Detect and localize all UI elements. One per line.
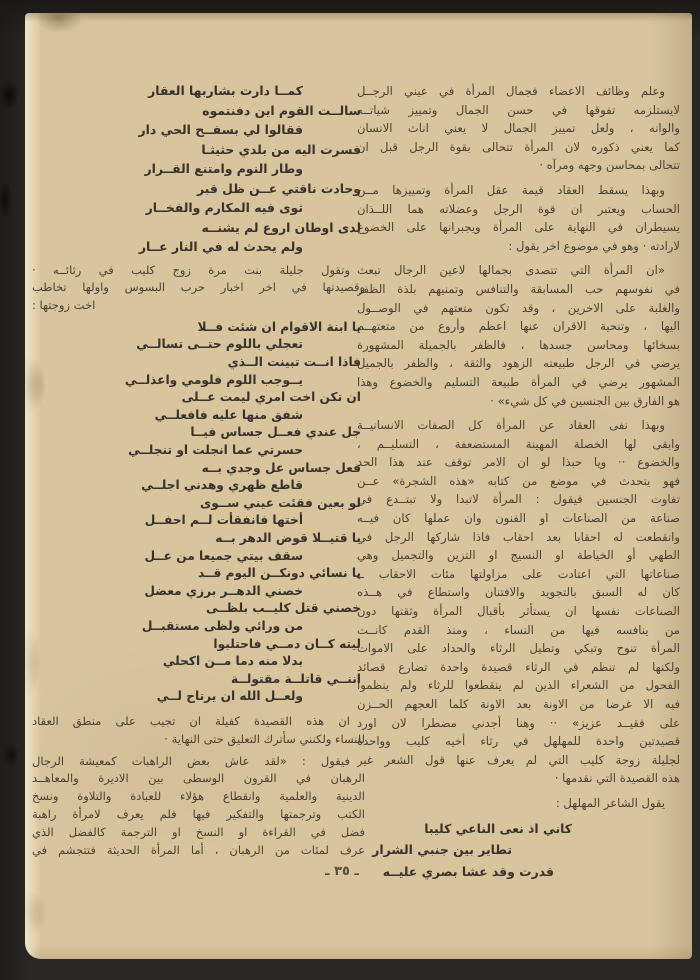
prose-line: وانقطعت له احقابا بعد احقاب فاذا شاركها الرجل في [357, 529, 680, 544]
prose-line: بسخائها ومحاسن جسدها ، فالظفر بالجميلة المشهورة [357, 337, 680, 352]
prose-line: لايستلزمه تفوقها في حسن الجمال وتمييز شياتــه [357, 102, 680, 117]
verse-line: يا ابنة الاقوام ان شئت فــلا [197, 319, 361, 334]
verse-line: ان تكن اخت امري ليمت عــلى [181, 390, 361, 405]
prose-line: في نفوسهم حب المسابقة والتنافس وتمنيهم بلذة الظفر [357, 281, 680, 296]
prose-line: فضل في القراءة او النسخ او الترجمة كالفضل الذي [32, 824, 365, 839]
prose-line: وقصيدتها في اخر اخبار حرب البسوس واولها تخاطب [32, 280, 365, 295]
prose-line: يرضي في الرجل طبيعته الزهود والثقة ، والظفر بالجميل [357, 356, 680, 371]
verse-line: لدى اوطان اروع لم يشنــه [201, 219, 361, 235]
verse-line: وطار النوم وامتنع القــرار [144, 161, 303, 176]
verse-line: قاطع ظهري وهدني اجلــي [141, 478, 303, 493]
verse-line: تعجلي باللوم حتــى تسالــي [136, 337, 303, 352]
prose-line: صناعاتها التي اعتادت على مزاولتها مئات الاحقاب ــ [357, 566, 680, 581]
prose-line: فيقول : «لقد عاش بعض الراهبات كمعيشة الرجال [32, 753, 350, 768]
right-text-column [357, 82, 680, 882]
verse-line: وحادت ناقتي عــن ظل قبر [196, 180, 361, 196]
verse-line: ثوى فيه المكارم والفخــار [145, 200, 303, 215]
verse-line: فسرت اليه من بلدي حثيثـا [201, 141, 361, 157]
prose-line: لجليلة زوجة كليب التي لم يعرف عنها قول الشعر غير [357, 752, 680, 767]
verse-line: أختها فانفقأت لــم احفــل [144, 513, 303, 528]
paragraph-functions-of-beauty [357, 82, 680, 175]
prose-line: من ينافسه فيها من النساء ، ومنذ القدم كانــت [357, 622, 680, 637]
paragraph-this-tree-quote [357, 416, 680, 788]
verse-line: فقالوا لي بسفــح الحي دار [138, 122, 303, 137]
prose-line: الحساب ويعتبر ان قوة الرجل وعضلاته هما اللــذان [357, 201, 680, 216]
verse-line: ولعــل الله ان يرتاح لــي [156, 689, 303, 704]
verse-line: ليته كــان دمــي فاحتلبوا [213, 636, 361, 651]
verse-line: حسرتي عما انجلت او تنجلــي [128, 443, 303, 458]
prose-line: وبهذا يسقط العقاد قيمة عقل المرأة وتمييزها مــن [357, 182, 665, 197]
verse-line: جل عندي فعــل جساس فيــا [190, 425, 361, 440]
prose-line: المشهور يرضي في المرأة طبيعة التسليم والخضوع وهذا [357, 374, 680, 389]
prose-line: تتحالى بمحاسن وجهه ومرآه · [539, 158, 680, 173]
verse-line: خصني الدهــر برزي معضل [144, 583, 303, 598]
prose-line: وعلم وظائف الاعضاء فجمال المرأة في عيني الرجــل [357, 84, 665, 98]
prose-line: لارادته · وهو في موضوع اخر يقول : [508, 238, 680, 253]
verse-line: خصني قتل كليــب بلظــى [205, 601, 361, 616]
prose-line: وبهذا نفى العقاد عن المرأة كل الصفات الانسانيــة [357, 418, 665, 433]
prose-line: ان هذه القصيدة كفيلة ان تجيب على منطق العقاد [32, 713, 350, 728]
verse-line: كاني اذ نعى الناعي كليبا [424, 820, 572, 836]
prose-line: عرف لمئات من الرهبان ، أما المرأة الحديثة فتتجشم في [32, 842, 365, 857]
prose-line: هو الفارق بين الجنسين في كل شيء» · [490, 393, 680, 408]
paragraph-commentary [32, 713, 365, 749]
verse-line: من ورائي ولظى مستقبــل [141, 618, 303, 633]
prose-line: والخضوع ·· ويا حبذا لو ان الامر توقف عند هذا الحد [357, 455, 680, 470]
verse-line: بدلا منه دما مــن اكحلي [162, 654, 303, 669]
prose-line: كما يعني ذكوره لان المرأة تتحالى بقوة الرجل قبل ان [357, 139, 680, 154]
prose-line: للنساء ولكنني سأترك التعليق حتى النهاية · [164, 731, 365, 746]
paragraph-aqqad-dismisses-mind [357, 181, 680, 255]
prose-line: الصناعات نفسها ان يستأثر بأقبال المرأة وثقتها دون [357, 604, 680, 619]
verse-line: شفق منها عليه فافعلــي [154, 407, 303, 422]
prose-line: يسيطران في النهاية على المرأة ويجبرانها على الخضوع [357, 220, 680, 235]
verse-line: يــوجب اللوم فلومي واعذلــي [124, 372, 303, 387]
verse-line: فعل جساس عل وجدي بــه [201, 460, 361, 475]
scanned-page [25, 13, 692, 959]
prose-line: صناعة من الصناعات او الفنون وان عملها كان فيــه [357, 511, 680, 526]
prose-line: كان له السبق بالتجويد والافتنان واستطاع في هــذه [357, 585, 680, 600]
prose-line: فيه الا غرضا من الاونة بعد الاونة كلما العجهم الحــزن [357, 697, 680, 711]
poem-jalila-elegy [32, 319, 365, 706]
page-number: ـ ٣٥ ـ [325, 864, 359, 879]
prose-line: على فقيــد عزيز» ·· وهنا أجدني مضطرا لان اورد [357, 715, 680, 730]
poem-elegy-continuation [32, 81, 365, 257]
prose-line: الرهبان في القرون الوسطى بين الاديرة والمعاهــد [32, 771, 365, 786]
verse-line: فاذا انــت تبينت الــذي [227, 355, 361, 370]
prose-line: هذه القصيدة التي نقدمها · [554, 771, 680, 786]
prose-line: «ان المرأة التي تتصدى بجمالها لاعين الرجال تبعث [357, 263, 665, 278]
prose-line: وتقول جليلة بنت مرة زوج كليب في رثائــه · [32, 262, 350, 277]
paragraph-jalila-introduction [32, 262, 365, 315]
paragraph-nuns-quote [32, 753, 365, 860]
prose-line: الطهي أو الخياطة او النسيج او التزين والتجميل وهي [357, 548, 680, 563]
prose-line: الدينية والعلمية وانقطاع هؤلاء للعبادة والتلاوة ونسخ [32, 789, 365, 804]
paragraph-quote-on-beauty [357, 261, 680, 410]
prose-line: اخت زوجتها : [32, 298, 96, 313]
prose-line: تفاوت الجنسين فيقول : المرأة لاتبدا ولا تبتــدع في [357, 492, 680, 507]
verse-line: يا نسائي دونكــن اليوم قــد [197, 566, 361, 581]
prose-line: الكتب وترجمتها والتفكير فيها فلم يعرف لامرأة راهبة [32, 806, 365, 821]
prose-line: المرأة تنوح وتبكي وتطيل الرثاء والحداد على الاموات [357, 641, 680, 656]
verse-line: سقف بيتي جميعا من عــل [144, 548, 303, 563]
prose-line: فهو يتحدث في موضع من كتابه «هذه الشجرة» عــن [357, 473, 680, 488]
prose-line: قصيدتين واحدة للمهلهل في رثاء أخيه كليب وواحدة [357, 734, 680, 749]
prose-line: اليها ، وتنحية الاقران عنها اعظم وأروع من متعتهــم [357, 319, 680, 334]
verse-line: تطاير بين جنبي الشرار [372, 842, 512, 858]
prose-line: ولكنها لم تنظم في الرثاء قصيدة واحدة تضارع قصائد [357, 659, 680, 674]
prose-line: الفحول من الشعراء الذين لم ينقطعوا للرثاء ولم ينظموا [357, 678, 680, 693]
verse-line: لو بعين فقئت عيني ســوى [200, 495, 361, 510]
verse-line: اننــي قاتلــة مقتولــة [231, 671, 361, 686]
prose-line: وابقى لها الخصلة المهينة المستضعفة ، التسليــم ، [357, 436, 680, 451]
verse-line: قدرت وقد عشا بصري عليــه [382, 863, 554, 879]
prose-line: والغلبة على الاخرين ، وقد تكون متعتهم في الوصــول [357, 300, 680, 315]
poem-introduction [357, 794, 680, 813]
verse-line: سالــت القوم اين دفنتموه [202, 102, 361, 118]
verse-line: ولم يحدث له في النار عــار [138, 239, 303, 254]
verse-line: كمــا دارت بشاربها العقار [148, 83, 303, 98]
prose-line: والوانه ، ولعل تمييز الجمال لا يعني اناث الانسان [357, 121, 680, 136]
verse-line: يا قتيــلا قوض الدهر بــه [215, 531, 361, 546]
poem-muhalhil [357, 818, 680, 883]
left-text-column [32, 81, 365, 859]
prose-line: يقول الشاعر المهلهل : [555, 795, 665, 810]
